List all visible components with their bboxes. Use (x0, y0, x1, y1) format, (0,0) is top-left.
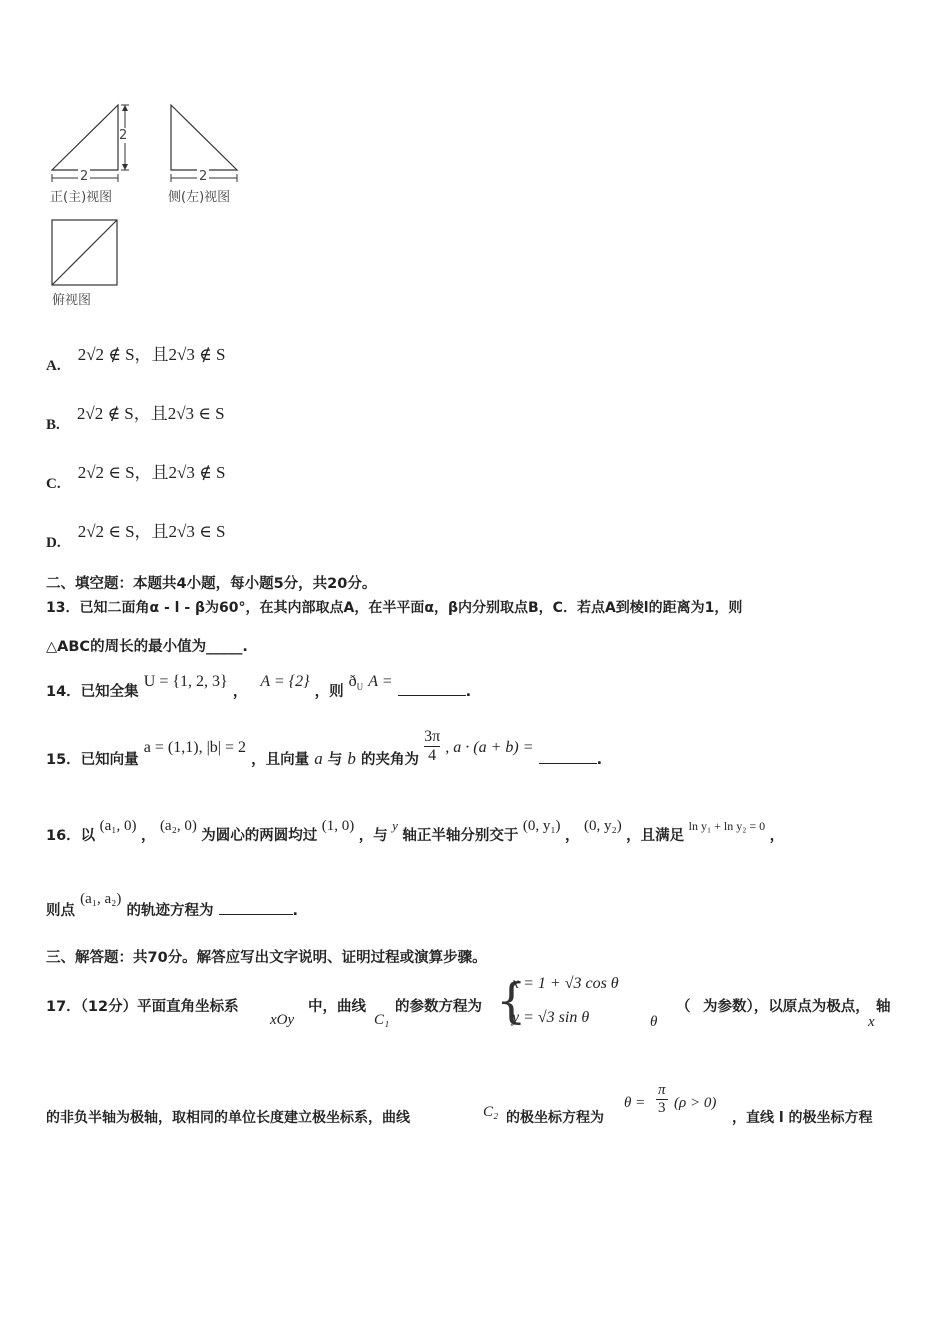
option-d[interactable] (46, 517, 226, 551)
side-view-caption: 侧(左)视图 (168, 190, 231, 205)
q14-complement: ð (348, 673, 357, 690)
q16-line1 (46, 814, 785, 844)
q17-mid3: 为参数），以原点为极点， (703, 999, 870, 1015)
q16-line2-prefix: 则点 (46, 903, 75, 919)
q16-mid1: 为圆心的两圆均过 (201, 828, 318, 844)
q14-end: . (465, 684, 472, 700)
option-c[interactable] (46, 458, 226, 492)
q17-x-axis: x (868, 1014, 875, 1030)
q17-paren: （ (676, 999, 691, 1015)
q14-complement-rhs: A = (368, 673, 393, 690)
q17-eq1: x = 1 + √3 cos θ (512, 975, 619, 992)
q17-polar-num: π (658, 1082, 666, 1098)
q16-line2-mid: 的轨迹方程为 (126, 903, 214, 919)
q15-vec-b: b (347, 749, 356, 768)
q16-center1: (a₁, 0) (99, 818, 137, 834)
q14 (46, 670, 472, 700)
option-a[interactable] (46, 340, 226, 374)
q17-theta: θ (650, 1014, 658, 1030)
q15-end: . (596, 752, 603, 768)
q16-point-pass: (1, 0) (321, 818, 355, 834)
option-a-letter: A. (46, 358, 61, 374)
q17-c2: C₂ (483, 1104, 499, 1120)
q16-mid2: ，与 (358, 828, 388, 844)
option-b-text: 2√2 ∉ S，且2√3 ∈ S (76, 404, 225, 423)
q15-frac-num: 3π (424, 728, 441, 745)
q16-comma1: ， (140, 828, 156, 844)
q16-intersect2: (0, y₂) (583, 818, 622, 834)
front-view-caption: 正(主)视图 (50, 190, 113, 205)
q13-line1: 13．已知二面角α - l - β为60°，在其内部取点A，在半平面α，β内分别取点B，C．若点A到棱l的距离为1，则 (46, 600, 743, 616)
q15-mid3: 的夹角为 (360, 752, 419, 768)
q17-polar-fraction (656, 1082, 668, 1117)
q15-vector-def: a = (1,1), |b| = 2 (143, 739, 246, 756)
three-view-figures (40, 95, 260, 315)
q16-mid4: ，且满足 (626, 828, 685, 844)
q17-xoy: xOy (270, 1012, 295, 1028)
q17-axis: 轴 (876, 999, 891, 1015)
q14-sep: ， (232, 684, 248, 700)
q15-vec-a: a (314, 749, 323, 768)
q17-mid1: 中，曲线 (308, 999, 366, 1015)
q15 (46, 728, 603, 768)
q15-prefix: 15．已知向量 (46, 752, 139, 768)
q16-prefix: 16．以 (46, 828, 96, 844)
option-c-letter: C. (46, 476, 61, 492)
q14-prefix: 14．已知全集 (46, 684, 139, 700)
q15-angle-fraction (424, 728, 440, 765)
q16-y-axis: y (392, 818, 398, 833)
q17-brace: { (496, 973, 527, 1029)
q14-complement-sub: U (356, 682, 364, 693)
q15-expression: , a · (a + b) = (445, 739, 534, 756)
section2-heading: 二、填空题：本题共4小题，每小题5分，共20分。 (46, 576, 377, 592)
option-d-text: 2√2 ∈ S，且2√3 ∈ S (77, 522, 226, 541)
q15-frac-den: 4 (428, 747, 437, 764)
q17-line2-b: 的极坐标方程为 (506, 1110, 604, 1126)
side-dim-width: 2 (199, 169, 208, 184)
q17-line2-c: ，直线 l 的极坐标方程 (732, 1110, 873, 1126)
q15-mid1: ，且向量 (251, 752, 310, 768)
option-a-text: 2√2 ∉ S，且2√3 ∉ S (77, 345, 226, 364)
option-c-text: 2√2 ∈ S，且2√3 ∉ S (77, 463, 226, 482)
q17-line2 (46, 1082, 906, 1132)
q16-line2 (46, 887, 299, 919)
q16-intersect1: (0, y₁) (522, 818, 561, 834)
q13-line2: △ABC的周长的最小值为_____. (46, 639, 248, 655)
q16-answer-blank[interactable] (219, 914, 293, 915)
q16-end1: ， (769, 828, 785, 844)
q17-polar-lhs: θ = (624, 1095, 646, 1111)
q17-eq2: y = √3 sin θ (512, 1009, 590, 1026)
front-dim-width: 2 (80, 169, 89, 184)
q17-line1 (46, 972, 906, 1032)
q17-polar-cond: (ρ > 0) (674, 1095, 717, 1111)
q15-mid2: 与 (327, 752, 343, 768)
q17-c1: C₁ (374, 1012, 390, 1028)
front-dim-height: 2 (119, 128, 128, 143)
q16-mid3: 轴正半轴分别交于 (402, 828, 519, 844)
q17-line2-a: 的非负半轴为极轴，取相同的单位长度建立极坐标系，曲线 (46, 1110, 410, 1126)
option-b[interactable] (46, 399, 225, 433)
q15-answer-blank[interactable] (539, 763, 597, 764)
q16-locus-point: (a₁, a₂) (80, 891, 122, 907)
option-b-letter: B. (46, 417, 60, 433)
q14-answer-blank[interactable] (398, 695, 466, 696)
q17-polar-den: 3 (658, 1100, 666, 1116)
front-view-triangle (52, 105, 118, 170)
q17-prefix: 17．（12分）平面直角坐标系 (46, 999, 239, 1015)
section3-heading: 三、解答题：共70分。解答应写出文字说明、证明过程或演算步骤。 (46, 950, 487, 966)
q16-line2-end: . (292, 903, 299, 919)
q14-then: ，则 (314, 684, 344, 700)
q16-center2: (a₂, 0) (159, 818, 197, 834)
option-d-letter: D. (46, 535, 61, 551)
top-view-caption: 俯视图 (52, 293, 92, 308)
q14-universe: U = {1, 2, 3} (143, 673, 228, 690)
side-view-triangle (171, 105, 237, 170)
q17-mid2: 的参数方程为 (395, 999, 482, 1015)
q14-set-a: A = {2} (260, 673, 310, 690)
q16-comma2: ， (565, 828, 580, 844)
q16-condition: ln y₁ + ln y₂ = 0 (688, 819, 766, 833)
